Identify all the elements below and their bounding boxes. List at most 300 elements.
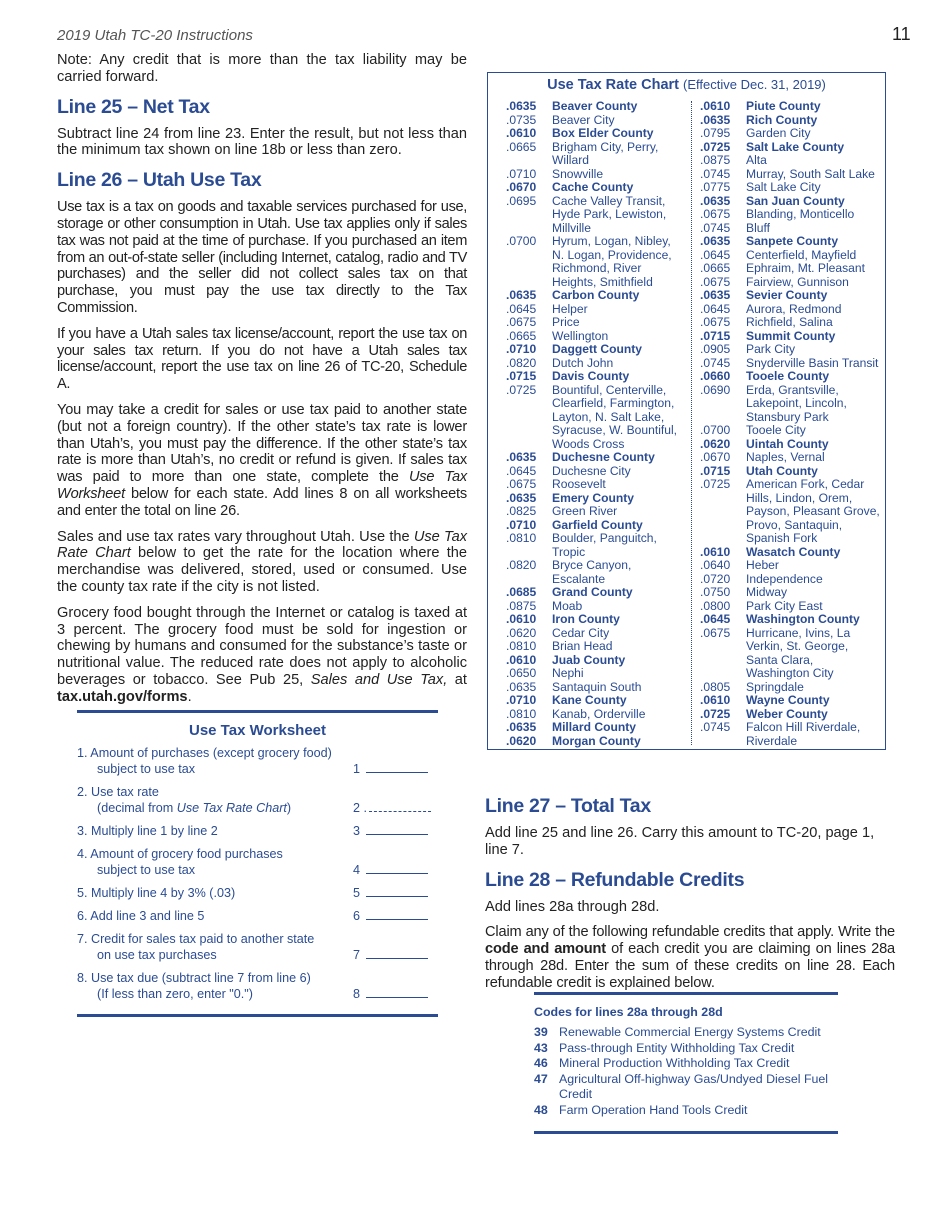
place-name: Nephi (552, 666, 584, 680)
worksheet-line-8 (77, 970, 438, 1002)
place-name: Hyrum, Logan, Nibley, (552, 234, 671, 248)
line25-text: Subtract line 24 from line 23. Enter the result, but not less than the minimum tax shown on line 18b or less than zero. (57, 125, 467, 159)
line26-paragraph-4 (57, 529, 467, 596)
rate-value: .0720 (700, 571, 731, 586)
credit-name: Pass-through Entity Withholding Tax Credit (559, 1040, 795, 1055)
page-number: 11 (892, 24, 911, 44)
rate-value: .0620 (506, 625, 537, 640)
place-name: Woods Cross (552, 436, 625, 451)
city-row (700, 735, 885, 749)
city-row (506, 573, 696, 587)
amount-input-line[interactable] (369, 811, 431, 812)
county-row (700, 235, 885, 249)
line26-heading: Line 26 – Utah Use Tax (57, 169, 262, 192)
rate-value: .0775 (700, 180, 731, 194)
rate-value: .0735 (506, 112, 537, 127)
note-paragraph: Note: Any credit that is more than the tax liability may be carried forward. (57, 52, 467, 85)
city-row (506, 667, 696, 681)
city-row (506, 505, 696, 519)
column-divider (691, 101, 692, 745)
city-row (506, 438, 696, 452)
chart-title (488, 77, 885, 93)
place-name: Millville (552, 220, 591, 235)
use-tax-rate-chart (487, 72, 886, 750)
place-name: Weber County (746, 706, 828, 721)
line27-text: Add line 25 and line 26. Carry this amount to TC-20, page 1, line 7. (485, 825, 875, 858)
worksheet-line-text: 2. Use tax rate (77, 785, 159, 799)
worksheet-line-label (77, 970, 347, 1002)
rate-value: .0675 (700, 625, 731, 640)
county-row (506, 586, 696, 600)
place-name: Salt Lake County (746, 139, 845, 154)
county-row (506, 127, 696, 141)
city-row (700, 357, 885, 371)
rate-value: .0665 (506, 139, 537, 154)
city-row (700, 181, 885, 195)
rate-value: .0670 (506, 180, 537, 194)
county-row (700, 708, 885, 722)
place-name: Carbon County (552, 288, 640, 302)
place-name: Midway (746, 585, 787, 599)
rate-value: .0610 (506, 126, 537, 140)
county-row (506, 451, 696, 465)
rate-value: .0745 (700, 355, 731, 370)
rate-value: .0905 (700, 342, 731, 356)
rate-value: .0635 (506, 450, 537, 464)
city-row (700, 249, 885, 263)
city-row (506, 397, 696, 411)
place-name: Dutch John (552, 355, 614, 370)
place-name: Murray, South Salt Lake (746, 166, 875, 181)
place-name: Heber (746, 558, 779, 572)
county-row (700, 100, 885, 114)
rate-value: .0635 (506, 288, 537, 302)
place-name: Springdale (746, 679, 804, 694)
rate-value: .0820 (506, 355, 537, 370)
place-name: Cedar City (552, 625, 610, 640)
worksheet-line-subtext: subject to use tax (97, 762, 196, 776)
rate-value: .0875 (700, 153, 731, 167)
rate-value: .0650 (506, 666, 537, 680)
county-row (506, 370, 696, 384)
county-row (506, 654, 696, 668)
place-name: Wasatch County (746, 544, 841, 559)
place-name: Aurora, Redmond (746, 301, 842, 316)
rate-value (506, 546, 552, 560)
city-row (700, 397, 885, 411)
worksheet-line-subtext: on use tax purchases (97, 948, 217, 962)
county-row (700, 141, 885, 155)
place-name: Green River (552, 504, 618, 518)
city-row (506, 262, 696, 276)
amount-input-line[interactable] (366, 919, 428, 920)
county-row (506, 735, 696, 749)
credit-code-item (534, 1025, 838, 1041)
county-row (506, 721, 696, 735)
worksheet-line-7 (77, 931, 438, 963)
place-name: Clearfield, Farmington, (552, 396, 675, 410)
rate-value: .0700 (700, 423, 731, 437)
place-name: Tooele County (746, 369, 830, 383)
rate-value: .0645 (506, 301, 537, 316)
line-number: 2 . (353, 801, 368, 815)
county-row (700, 465, 885, 479)
worksheet-bottom-bar (77, 1014, 438, 1017)
worksheet-line-subtext: (If less than zero, enter "0.") (97, 987, 253, 1001)
line-number: 6 (353, 909, 361, 923)
p4-text-a: Sales and use tax rates vary throughout Utah. Use the (57, 528, 414, 545)
county-row (700, 694, 885, 708)
line28-p2-strong: code and amount (485, 941, 607, 958)
city-row (700, 532, 885, 546)
place-name: Garden City (746, 126, 811, 140)
credit-code-item (534, 1056, 838, 1072)
line-number: 7 (353, 948, 361, 962)
worksheet-line-label (77, 908, 347, 924)
worksheet-title: Use Tax Worksheet (189, 722, 326, 739)
city-row (700, 303, 885, 317)
subtext-a: (decimal from (97, 801, 177, 815)
place-name: Uintah County (746, 436, 829, 451)
place-name: Tooele City (746, 423, 806, 437)
county-row (700, 195, 885, 209)
place-name: Fairview, Gunnison (746, 274, 849, 289)
forms-link[interactable]: tax.utah.gov/forms (57, 688, 188, 705)
city-row (506, 411, 696, 425)
rate-value: .0725 (700, 139, 731, 154)
rate-value: .0750 (700, 585, 731, 599)
place-name: Tropic (552, 544, 586, 559)
rate-value: .0645 (700, 247, 731, 262)
rate-value: .0610 (700, 693, 731, 707)
place-name: Helper (552, 301, 588, 316)
rate-value (700, 492, 746, 506)
place-name: Box Elder County (552, 126, 654, 140)
rate-value (506, 424, 552, 438)
place-name: Moab (552, 598, 583, 613)
rate-value: .0635 (506, 490, 537, 505)
city-row (506, 424, 696, 438)
worksheet-line-text: 1. Amount of purchases (except grocery food) (77, 746, 332, 760)
county-row (700, 330, 885, 344)
rate-value (700, 397, 746, 411)
county-row (506, 289, 696, 303)
city-row (700, 519, 885, 533)
place-name: Iron County (552, 612, 620, 626)
credit-name: Renewable Commercial Energy Systems Credit (559, 1025, 821, 1039)
rate-value: .0675 (700, 315, 731, 329)
worksheet-line-text: 3. Multiply line 1 by line 2 (77, 824, 218, 838)
rate-value: .0710 (506, 342, 537, 356)
rate-value (506, 154, 552, 168)
codes-top-bar (534, 992, 838, 995)
city-row (700, 505, 885, 519)
place-name: Sanpete County (746, 234, 839, 248)
place-name: Bountiful, Centerville, (552, 382, 667, 397)
place-name: Richmond, River (552, 261, 642, 275)
worksheet-line-text: 8. Use tax due (subtract line 7 from line 6) (77, 971, 311, 985)
line25-heading: Line 25 – Net Tax (57, 95, 210, 118)
place-name: Summit County (746, 328, 836, 343)
city-row (506, 465, 696, 479)
amount-input-line[interactable] (366, 896, 428, 897)
place-name: Duchesne City (552, 463, 631, 478)
place-name: Santa Clara, (746, 652, 814, 667)
rate-value (506, 411, 552, 425)
p3-text-b: below for each state. Add lines 8 on all worksheets and enter the total on line 26. (57, 485, 467, 519)
use-tax-worksheet (77, 710, 438, 1017)
place-name: Willard (552, 153, 589, 167)
city-row (506, 249, 696, 263)
city-row (506, 708, 696, 722)
worksheet-line-label (77, 823, 347, 839)
rate-value: .0725 (700, 706, 731, 721)
place-name: Richfield, Salina (746, 315, 833, 329)
city-row (506, 168, 696, 182)
city-row (506, 357, 696, 371)
rate-value: .0715 (700, 328, 731, 343)
place-name: Alta (746, 153, 767, 167)
rate-value (700, 532, 746, 546)
city-row (700, 384, 885, 398)
place-name: Sevier County (746, 288, 828, 302)
worksheet-line-text: 4. Amount of grocery food purchases (77, 847, 283, 861)
rate-value: .0610 (700, 99, 731, 113)
amount-input-line[interactable] (366, 834, 428, 835)
place-name: Bryce Canyon, (552, 558, 632, 572)
rate-value: .0800 (700, 598, 731, 613)
place-name: Payson, Pleasant Grove, (746, 504, 880, 518)
city-row (700, 478, 885, 492)
worksheet-entry (353, 823, 433, 839)
city-row (506, 222, 696, 236)
worksheet-line-label (77, 846, 347, 878)
city-row (700, 600, 885, 614)
line28-p2-b: of each credit you are claiming on lines 28a through 28d. Enter the sum of these credits on line 28. Each refundable credit is explained below. (485, 941, 896, 991)
city-row (700, 573, 885, 587)
amount-input-line[interactable] (366, 958, 428, 959)
place-name: Park City (746, 342, 796, 356)
rate-value: .0635 (506, 720, 537, 734)
city-row (506, 154, 696, 168)
rate-value: .0645 (506, 463, 537, 478)
line28-paragraph-2 (485, 924, 895, 991)
place-name: Utah County (746, 463, 818, 478)
place-name: Price (552, 315, 580, 329)
rate-value: .0640 (700, 558, 731, 572)
place-name: Blanding, Monticello (746, 207, 855, 221)
place-name: Escalante (552, 571, 606, 586)
amount-input-line[interactable] (366, 772, 428, 773)
p5-text-c: . (187, 688, 192, 705)
county-row (506, 100, 696, 114)
rate-value: .0715 (506, 369, 537, 383)
rate-value: .0810 (506, 531, 537, 545)
amount-input-line[interactable] (366, 997, 428, 998)
rate-value (506, 276, 552, 290)
rate-value: .0690 (700, 382, 731, 397)
county-row (700, 289, 885, 303)
rate-value (506, 438, 552, 452)
place-name: Provo, Santaquin, (746, 517, 843, 532)
city-row (700, 222, 885, 236)
city-row (700, 559, 885, 573)
rate-value: .0645 (700, 612, 731, 626)
rate-value: .0825 (506, 504, 537, 518)
worksheet-line-2 (77, 784, 438, 816)
worksheet-line-text: 5. Multiply line 4 by 3% (.03) (77, 886, 236, 900)
city-row (506, 627, 696, 641)
rate-value (506, 573, 552, 587)
city-row (506, 384, 696, 398)
worksheet-entry (353, 908, 433, 924)
subtext-b: ) (286, 801, 292, 815)
worksheet-entry (353, 761, 433, 777)
city-row (700, 721, 885, 735)
county-row (506, 694, 696, 708)
place-name: Wayne County (746, 693, 830, 707)
rate-value: .0805 (700, 679, 731, 694)
line27-heading: Line 27 – Total Tax (485, 795, 651, 817)
place-name: Piute County (746, 99, 821, 113)
chart-reference: Use Tax Rate Chart (176, 801, 287, 815)
place-name: Juab County (552, 652, 626, 667)
city-row (700, 262, 885, 276)
city-row (506, 114, 696, 128)
rate-value: .0635 (700, 288, 731, 302)
place-name: Cache Valley Transit, (552, 193, 666, 208)
city-row (506, 316, 696, 330)
rate-value: .0665 (700, 261, 731, 275)
worksheet-entry (353, 800, 433, 816)
place-name: Bluff (746, 220, 770, 235)
line28-p2-a: Claim any of the following refundable credits that apply. Write the (485, 924, 895, 941)
rate-value: .0710 (506, 517, 537, 532)
rate-value: .0675 (700, 207, 731, 221)
line26-paragraph-3 (57, 402, 467, 520)
worksheet-line-label (77, 931, 347, 963)
rate-column-1 (506, 100, 696, 748)
rate-value (506, 208, 552, 222)
rate-value: .0660 (700, 369, 731, 383)
rate-value (700, 654, 746, 668)
worksheet-line-4 (77, 846, 438, 878)
city-row (700, 654, 885, 668)
line26-paragraph-2: If you have a Utah sales tax license/account, report the use tax on your sales tax return. If you do not have a Utah sales tax license/account, report the use tax on line 26 of TC-20, Schedule A. (57, 325, 467, 393)
rate-value: .0665 (506, 328, 537, 343)
place-name: Davis County (552, 369, 630, 383)
county-row (700, 613, 885, 627)
codes-bottom-bar (534, 1131, 838, 1134)
rate-value: .0820 (506, 558, 537, 572)
city-row (700, 586, 885, 600)
worksheet-items (77, 745, 438, 1002)
credit-code: 47 (534, 1071, 548, 1086)
p5-text-a: Grocery food bought through the Internet or catalog is taxed at 3 percent. The grocery food must be sold for ingestion or chewing by humans and consumed for the substance’s taste or nutritional value. The reduced rate does not apply to alcoholic beverages or tobacco. See Pub 25, (57, 604, 467, 688)
city-row (506, 141, 696, 155)
credit-code-item (534, 1041, 838, 1057)
rate-value: .0695 (506, 193, 537, 208)
city-row (506, 681, 696, 695)
county-row (506, 492, 696, 506)
p4-text-b: below to get the rate for the location where the merchandise was delivered, stored, used or consumed. Use the county tax rate if the city is not listed. (57, 545, 467, 595)
rate-value: .0710 (506, 693, 537, 707)
city-row (700, 451, 885, 465)
city-row (506, 532, 696, 546)
chart-title-main: Use Tax Rate Chart (547, 77, 679, 93)
place-name: Snyderville Basin Transit (746, 355, 879, 370)
county-row (700, 114, 885, 128)
place-name: Boulder, Panguitch, (552, 531, 657, 545)
place-name: Snowville (552, 166, 604, 181)
place-name: Roosevelt (552, 477, 606, 491)
place-name: Hyde Park, Lewiston, (552, 207, 667, 221)
city-row (506, 546, 696, 560)
amount-input-line[interactable] (366, 873, 428, 874)
city-row (506, 303, 696, 317)
rate-value (700, 505, 746, 519)
credit-name: Farm Operation Hand Tools Credit (559, 1102, 748, 1117)
city-row (700, 316, 885, 330)
place-name: Hills, Lindon, Orem, (746, 490, 853, 505)
worksheet-line-3 (77, 823, 438, 839)
credit-code: 48 (534, 1102, 548, 1117)
worksheet-entry (353, 862, 433, 878)
place-name: San Juan County (746, 193, 845, 208)
line28-heading: Line 28 – Refundable Credits (485, 868, 745, 891)
worksheet-line-6 (77, 908, 438, 924)
codes-title: Codes for lines 28a through 28d (534, 1005, 723, 1019)
line-number: 1 (353, 762, 361, 776)
worksheet-line-label (77, 745, 347, 777)
city-row (506, 208, 696, 222)
rate-value (700, 667, 746, 681)
place-name: Brian Head (552, 639, 613, 653)
refundable-credit-codes (534, 992, 838, 1134)
place-name: Heights, Smithfield (552, 274, 653, 289)
credit-code-item (534, 1072, 838, 1103)
city-row (506, 640, 696, 654)
place-name: Lakepoint, Lincoln, (746, 396, 847, 410)
p3-worksheet-ref: Use Tax Worksheet (57, 469, 467, 502)
place-name: Layton, N. Salt Lake, (552, 409, 665, 424)
rate-value: .0620 (700, 436, 731, 451)
worksheet-entry (353, 947, 433, 963)
rate-value: .0645 (700, 301, 731, 316)
rate-value: .0810 (506, 639, 537, 653)
city-row (700, 343, 885, 357)
rate-value: .0670 (700, 450, 731, 464)
place-name: Syracuse, W. Bountiful, (552, 423, 678, 437)
place-name: Stansbury Park (746, 409, 829, 424)
credit-code: 46 (534, 1056, 548, 1071)
place-name: Naples, Vernal (746, 450, 825, 464)
city-row (506, 195, 696, 209)
line-number: 8 (353, 987, 361, 1001)
city-row (700, 208, 885, 222)
place-name: Duchesne County (552, 450, 655, 464)
county-row (506, 181, 696, 195)
city-row (700, 168, 885, 182)
rate-value: .0620 (506, 733, 537, 748)
p3-text-a: You may take a credit for sales or use tax paid to another state (but not a foreign country). If the other state’s tax rate is lower than Utah’s, you must pay the difference. If the other state’s tax rate is more than Utah’s, no credit or refund is given. If sales tax was paid to more than one state, complete the (57, 401, 467, 486)
line26-paragraph-5 (57, 605, 467, 706)
place-name: Park City East (746, 598, 823, 613)
place-name: Rich County (746, 112, 818, 127)
place-name: Beaver City (552, 112, 615, 127)
city-row (700, 276, 885, 290)
place-name: Beaver County (552, 99, 638, 113)
